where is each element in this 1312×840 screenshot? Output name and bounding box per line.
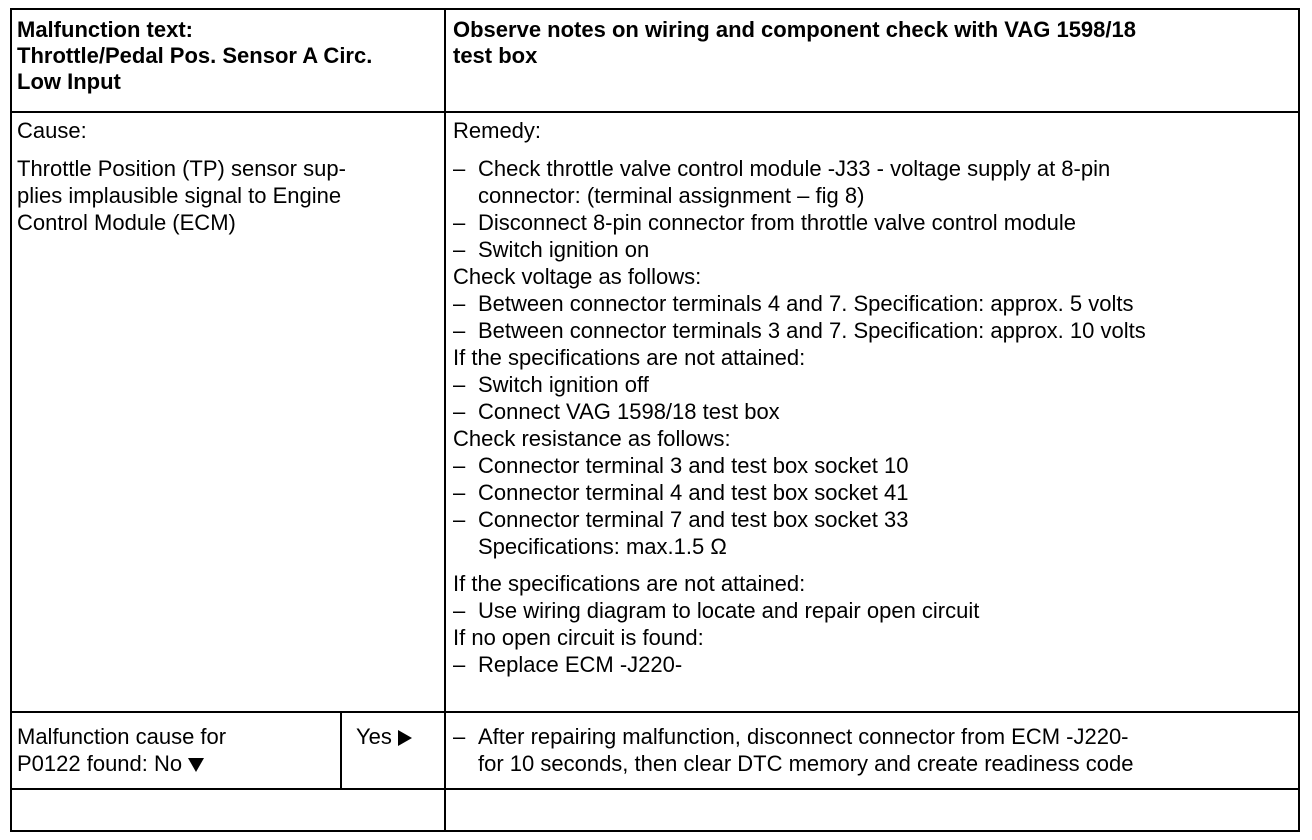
body-divider [10,711,1300,713]
remedy-step: – Switch ignition off [453,371,1297,398]
observe-notes-header [453,17,1293,69]
resistance-step [453,506,1297,560]
malfunction-found-text: P0122 found: No [17,751,183,776]
cause-label: Cause: [17,118,87,143]
not-attained-text: If the specifications are not attained: [453,571,806,596]
header-right-line: test box [453,43,538,68]
column-divider [444,8,446,832]
arrow-down-icon [188,758,204,772]
resistance-step-text: – Connector terminal 7 and test box socket 33 [478,507,909,532]
cause-line: Control Module (ECM) [17,210,236,235]
malfunction-found-cell [17,723,337,777]
yes-label: Yes [356,724,392,749]
remedy-step: – Switch ignition on [453,236,1297,263]
voltage-step: – Between connector terminals 3 and 7. Specification: approx. 10 volts [453,317,1297,344]
remedy-step [453,155,1297,209]
voltage-step: – Between connector terminals 4 and 7. Specification: approx. 5 volts [453,290,1297,317]
remedy-step: – Disconnect 8-pin connector from throttle valve control module [453,209,1297,236]
after-repair-cell [453,723,1297,777]
after-repair-text: for 10 seconds, then clear DTC memory and create readiness code [478,751,1134,776]
remedy-step: – Connect VAG 1598/18 test box [453,398,1297,425]
remedy-step: – Replace ECM -J220- [453,651,1297,678]
cause-line: plies implausible signal to Engine [17,183,342,208]
resistance-step: – Connector terminal 3 and test box socket 10 [453,452,1297,479]
malfunction-text-header [17,17,439,95]
remedy-cell [453,117,1297,678]
resistance-spec: Specifications: max.1.5 Ω [478,534,727,559]
no-open-circuit-text: If no open circuit is found: [453,625,704,650]
malfunction-found-line [17,750,337,777]
remedy-step-text: connector: (terminal assignment – fig 8) [478,183,865,208]
header-left-line: Low Input [17,69,121,94]
malfunction-found-line: Malfunction cause for [17,724,227,749]
header-right-line: Observe notes on wiring and component check with VAG 1598/18 [453,17,1136,42]
not-attained-text: If the specifications are not attained: [453,345,806,370]
yes-cell [356,723,442,750]
header-left-line: Malfunction text: [17,17,193,42]
check-resistance-label: Check resistance as follows: [453,426,731,451]
check-voltage-label: Check voltage as follows: [453,264,702,289]
header-divider [10,111,1300,113]
cause-line: Throttle Position (TP) sensor sup- [17,156,346,181]
footer-divider [10,788,1300,790]
resistance-step: – Connector terminal 4 and test box socket 41 [453,479,1297,506]
remedy-label: Remedy: [453,118,542,143]
yes-divider [340,713,342,790]
remedy-step-text: – Check throttle valve control module -J33 - voltage supply at 8-pin [478,156,1111,181]
cause-cell [17,117,439,236]
remedy-step: – Use wiring diagram to locate and repair open circuit [453,597,1297,624]
arrow-right-icon [398,730,412,746]
header-left-line: Throttle/Pedal Pos. Sensor A Circ. [17,43,373,68]
after-repair-text: – After repairing malfunction, disconnect connector from ECM -J220- [478,724,1129,749]
after-repair-step [453,723,1297,777]
